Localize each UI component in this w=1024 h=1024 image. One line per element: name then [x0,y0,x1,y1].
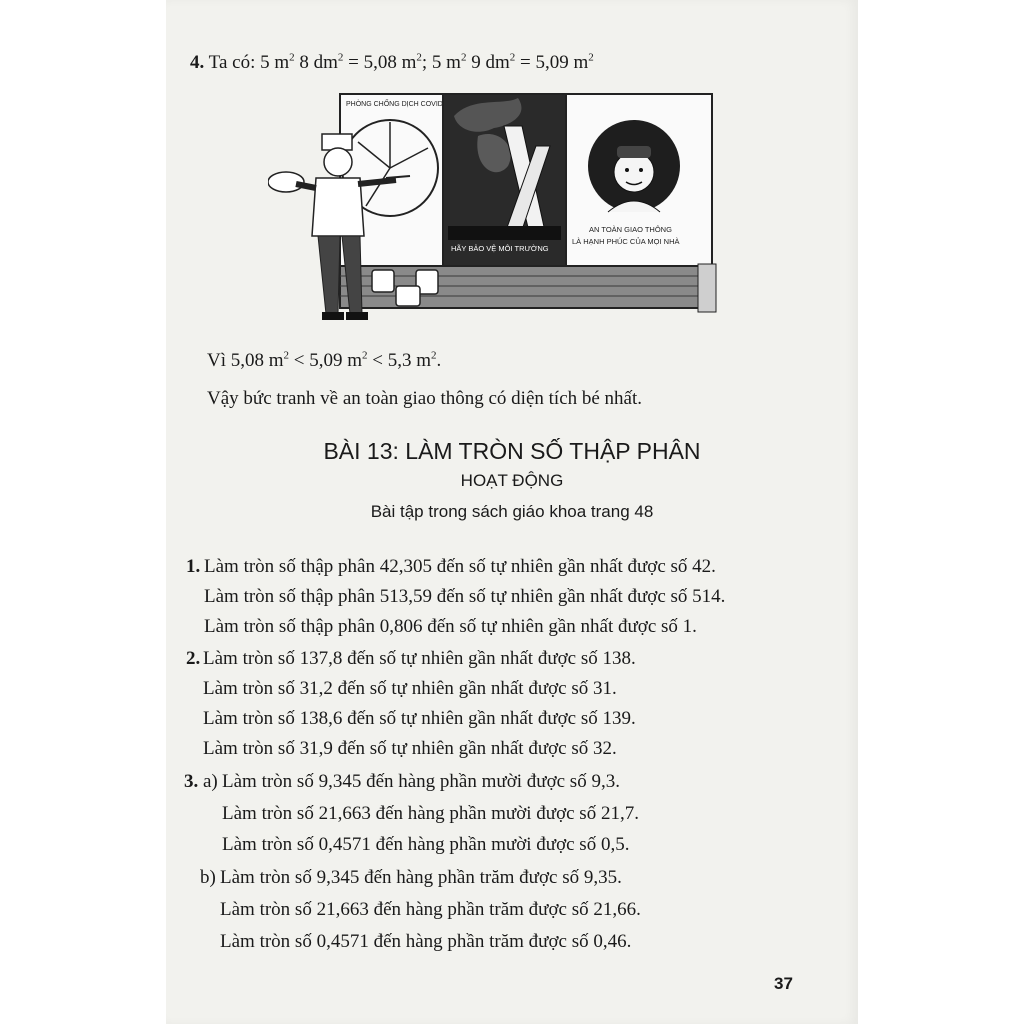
conclusion-line: Vậy bức tranh về an toàn giao thông có diện tích bé nhất. [207,388,643,409]
compare-text-1: Vì 5,08 m [207,350,284,371]
compare-text-4: . [436,350,442,371]
exp: 2 [289,51,295,64]
exercise-1-line-1: Làm tròn số thập phân 42,305 đến số tự nhiên gần nhất được số 42. [204,556,716,577]
intro-text-1: Ta có: 5 m [208,52,290,73]
lesson-title: BÀI 13: LÀM TRÒN SỐ THẬP PHÂN [323,438,701,464]
exp: 2 [588,51,594,64]
intro-text-3: = 5,08 m [343,52,417,73]
exercise-1-line-2: Làm tròn số thập phân 513,59 đến số tự nhiên gần nhất được số 514. [204,586,726,607]
sign-env-text: HÃY BẢO VỆ MÔI TRƯỜNG [451,244,549,253]
comparison-line [207,351,441,370]
intro-line [190,53,594,72]
exercise-2-label: 2. [186,648,201,669]
paint-bucket-icon [396,286,420,306]
exercise-3a-label: a) [203,771,218,792]
exercise-2-line-4: Làm tròn số 31,9 đến số tự nhiên gần nhất được số 32. [203,738,617,759]
exp: 2 [362,349,368,362]
compare-text-3: < 5,3 m [367,350,432,371]
exercise-3b-label: b) [200,867,216,888]
paint-bucket-icon [372,270,394,292]
intro-text-5: 9 dm [466,52,510,73]
exercise-3b-line-2: Làm tròn số 21,663 đến hàng phần trăm được số 21,66. [220,899,641,920]
exercise-2-line-2: Làm tròn số 31,2 đến số tự nhiên gần nhất được số 31. [203,678,617,699]
exercise-2-line-1: Làm tròn số 137,8 đến số tự nhiên gần nhất được số 138. [203,648,636,669]
exercise-3a-line-2: Làm tròn số 21,663 đến hàng phần mười được số 21,7. [222,803,639,824]
sign-covid-text: PHÒNG CHỐNG DỊCH COVID [346,101,443,108]
exercise-3-label: 3. [184,771,199,792]
exercise-3a-line-3: Làm tròn số 0,4571 đến hàng phần mười được số 0,5. [222,834,630,855]
exp: 2 [431,349,437,362]
lesson-subsubtitle: Bài tập trong sách giáo khoa trang 48 [370,502,654,521]
sign-traffic-text-1: AN TOÀN GIAO THÔNG [589,225,672,234]
exp: 2 [509,51,516,64]
exercise-3b-line-1: Làm tròn số 9,345 đến hàng phần trăm được số 9,35. [220,867,622,888]
intro-text-4: ; 5 m [421,52,461,73]
exercise-3b-line-3: Làm tròn số 0,4571 đến hàng phần trăm được số 0,46. [220,931,632,952]
exp: 2 [337,51,344,64]
intro-text-6: = 5,09 m [515,52,589,73]
exp: 2 [416,51,422,64]
sign-traffic-text-2: LÀ HẠNH PHÚC CỦA MỌI NHÀ [572,237,680,246]
intro-label: 4. [190,52,205,73]
lesson-subtitle: HOẠT ĐỘNG [460,471,564,490]
page-number: 37 [774,974,793,993]
exercise-2-line-3: Làm tròn số 138,6 đến số tự nhiên gần nhất được số 139. [203,708,636,729]
exercise-1-label: 1. [186,556,201,577]
painting-illustration [268,86,720,336]
exp: 2 [283,349,290,362]
intro-text-2: 8 dm [294,52,338,73]
exercise-3a-line-1: Làm tròn số 9,345 đến hàng phần mười được số 9,3. [222,771,620,792]
compare-text-2: < 5,09 m [289,350,363,371]
exp: 2 [460,51,467,64]
exercise-1-line-3: Làm tròn số thập phân 0,806 đến số tự nhiên gần nhất được số 1. [204,616,697,637]
